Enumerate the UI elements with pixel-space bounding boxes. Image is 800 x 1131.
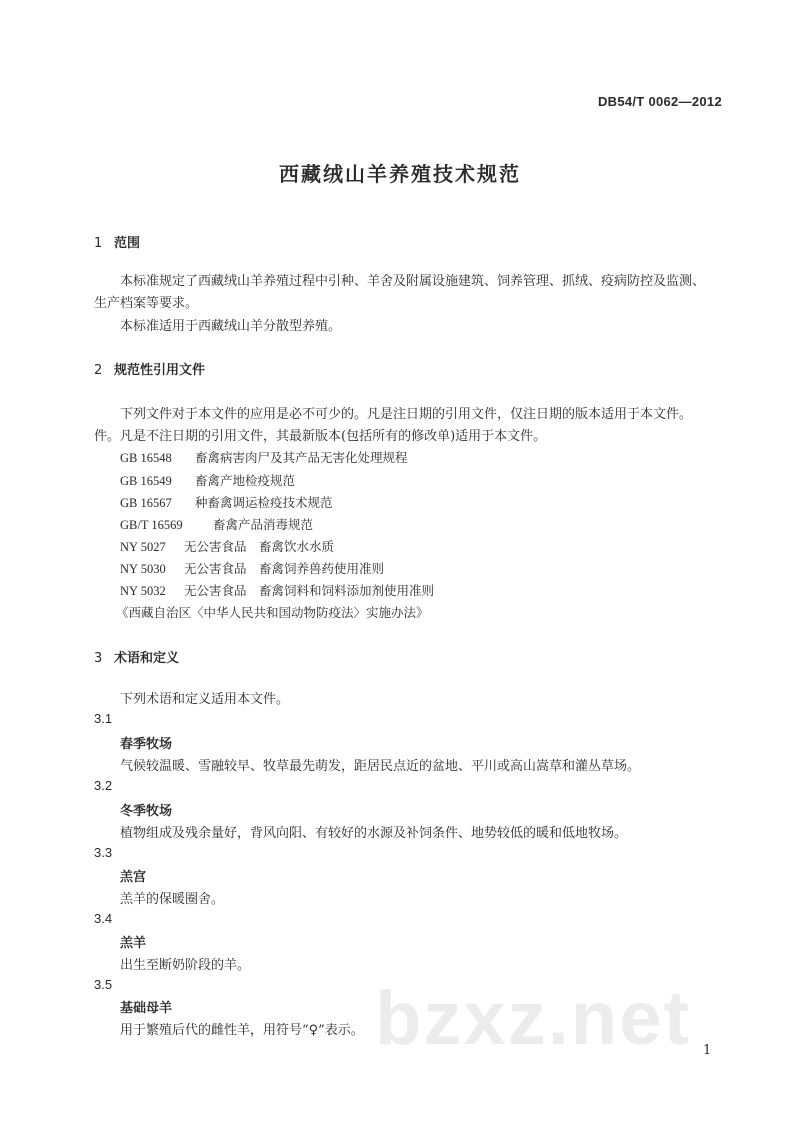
section-number: 3 xyxy=(94,651,103,666)
section-2-heading xyxy=(94,359,205,378)
term-name: 冬季牧场 xyxy=(120,804,173,819)
reference-code: GB 16549 xyxy=(120,474,172,488)
reference-code: GB 16567 xyxy=(120,496,172,510)
reference-title: 种畜禽调运检疫技术规范 xyxy=(195,495,333,510)
reference-item xyxy=(120,471,295,489)
reference-item xyxy=(120,515,313,533)
term-name: 春季牧场 xyxy=(120,737,173,752)
reference-item xyxy=(120,493,333,511)
reference-code: GB/T 16569 xyxy=(120,518,183,532)
term-number: 3.2 xyxy=(94,778,113,793)
page-number: 1 xyxy=(703,1043,712,1058)
term-number: 3.3 xyxy=(94,845,113,860)
section-1-heading xyxy=(94,232,140,251)
reference-title: 畜禽产品消毒规范 xyxy=(213,517,314,532)
reference-item xyxy=(120,581,434,599)
reference-title: 无公害食品 畜禽饲养兽药使用准则 xyxy=(184,561,385,576)
document-code: DB54/T 0062—2012 xyxy=(597,94,722,109)
section-title: 术语和定义 xyxy=(114,651,180,666)
paragraph: 本标准规定了西藏绒山羊养殖过程中引种、羊舍及附属设施建筑、饲养管理、抓绒、疫病防控及监测、 xyxy=(120,274,706,289)
reference-title: 无公害食品 畜禽饮水水质 xyxy=(184,539,335,554)
paragraph: 下列文件对于本文件的应用是必不可少的。凡是注日期的引用文件，仅注日期的版本适用于本文件。 xyxy=(120,407,693,422)
section-title: 规范性引用文件 xyxy=(114,363,206,378)
reference-code: NY 5027 xyxy=(120,540,166,554)
reference-title: 无公害食品 畜禽饲料和饲料添加剂使用准则 xyxy=(184,583,435,598)
term-definition: 用于繁殖后代的雌性羊，用符号“♀”表示。 xyxy=(120,1023,364,1038)
reference-title: 畜禽病害肉尸及其产品无害化处理规程 xyxy=(195,450,408,465)
term-definition: 植物组成及残余量好，背风向阳、有较好的水源及补饲条件、地势较低的暖和低地牧场。 xyxy=(120,826,628,841)
section-number: 2 xyxy=(94,363,103,378)
term-definition: 羔羊的保暖圈舍。 xyxy=(120,892,225,907)
reference-code: NY 5032 xyxy=(120,584,166,598)
term-number: 3.1 xyxy=(94,711,113,726)
term-definition: 出生至断奶阶段的羊。 xyxy=(120,958,251,973)
reference-code: NY 5030 xyxy=(120,562,166,576)
paragraph: 本标准适用于西藏绒山羊分散型养殖。 xyxy=(120,319,342,334)
term-definition: 气候较温暖、雪融较早、牧草最先萌发，距居民点近的盆地、平川或高山嵩草和灌丛草场。 xyxy=(120,759,641,774)
watermark: bzxz.net xyxy=(375,976,691,1061)
page-title: 西藏绒山羊养殖技术规范 xyxy=(279,162,521,186)
term-name: 羔宫 xyxy=(120,870,147,885)
section-3-heading xyxy=(94,647,179,666)
term-number: 3.5 xyxy=(94,977,113,992)
law-reference: 《西藏自治区〈中华人民共和国动物防疫法〉实施办法》 xyxy=(116,605,429,620)
term-name: 基础母羊 xyxy=(120,1001,173,1016)
reference-item xyxy=(120,559,384,577)
section-number: 1 xyxy=(94,236,103,251)
term-name: 羔羊 xyxy=(120,936,147,951)
reference-item xyxy=(120,537,334,555)
reference-item xyxy=(120,448,408,466)
paragraph: 下列术语和定义适用本文件。 xyxy=(120,692,290,707)
term-number: 3.4 xyxy=(94,911,113,926)
reference-code: GB 16548 xyxy=(120,451,172,465)
reference-title: 畜禽产地检疫规范 xyxy=(195,473,296,488)
section-title: 范围 xyxy=(114,236,141,251)
paragraph: 生产档案等要求。 xyxy=(94,296,199,311)
paragraph: 件。凡是不注日期的引用文件，其最新版本(包括所有的修改单)适用于本文件。 xyxy=(94,429,547,444)
